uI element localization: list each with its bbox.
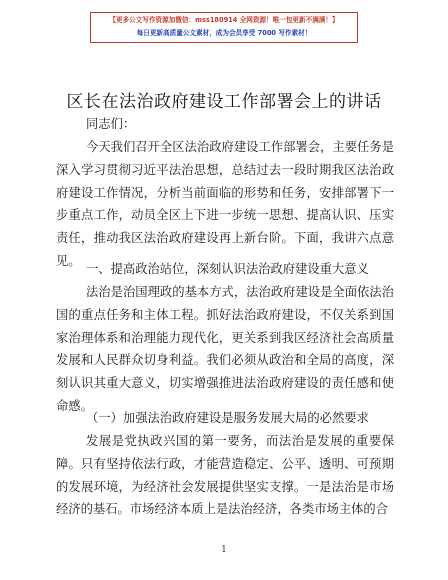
document-title: 区长在法治政府建设工作部署会上的讲话 [66, 92, 382, 112]
page-number: 1 [221, 545, 227, 555]
promo-banner [90, 12, 358, 43]
paragraph-intro: 今天我们召开全区法治政府建设工作部署会，主要任务是深入学习贯彻习近平法治思想，总结过去一段时期我区法治政府建设工作情况，分析当前面临的形势和任务，安排部署下一步重点工作，动员全区上下进一步统一思想、提高认识、压实责任，推动我区法治政府建设再上新台阶。下面，我讲六点意见。 [56, 140, 394, 268]
promo-banner-line-1: 【更多公文写作资源加微信：mss180914 全网资源！唯一包更新不满满！】 [109, 16, 339, 24]
paragraph-significance: 法治是治国理政的基本方式，法治政府建设是全面依法治国的重点任务和主体工程。抓好法治政府建设，不仅关系到国家治理体系和治理能力现代化，更关系到我区经济社会高质量发展和人民群众切身利益。我们必须从政治和全局的高度，深刻认识其重大意义，切实增强推进法治政府建设的责任感和使命感。 [56, 285, 394, 413]
section-heading-1: 一、提高政治站位，深刻认识法治政府建设重大意义 [86, 262, 369, 276]
salutation: 同志们： [86, 117, 136, 131]
paragraph-development: 发展是党执政兴国的第一要务，而法治是发展的重要保障。只有坚持依法行政，才能营造稳定、公平、透明、可预期的发展环境，为经济社会发展提供坚实支撑。一是法治是市场经济的基石。市场经济本质上是法治经济，各类市场主体的合 [56, 434, 394, 517]
promo-banner-line-2: 每日更新高质量公文素材，成为会员享受 7000 写作素材！ [136, 29, 312, 37]
subsection-heading-1: （一）加强法治政府建设是服务发展大局的必然要求 [86, 411, 369, 425]
